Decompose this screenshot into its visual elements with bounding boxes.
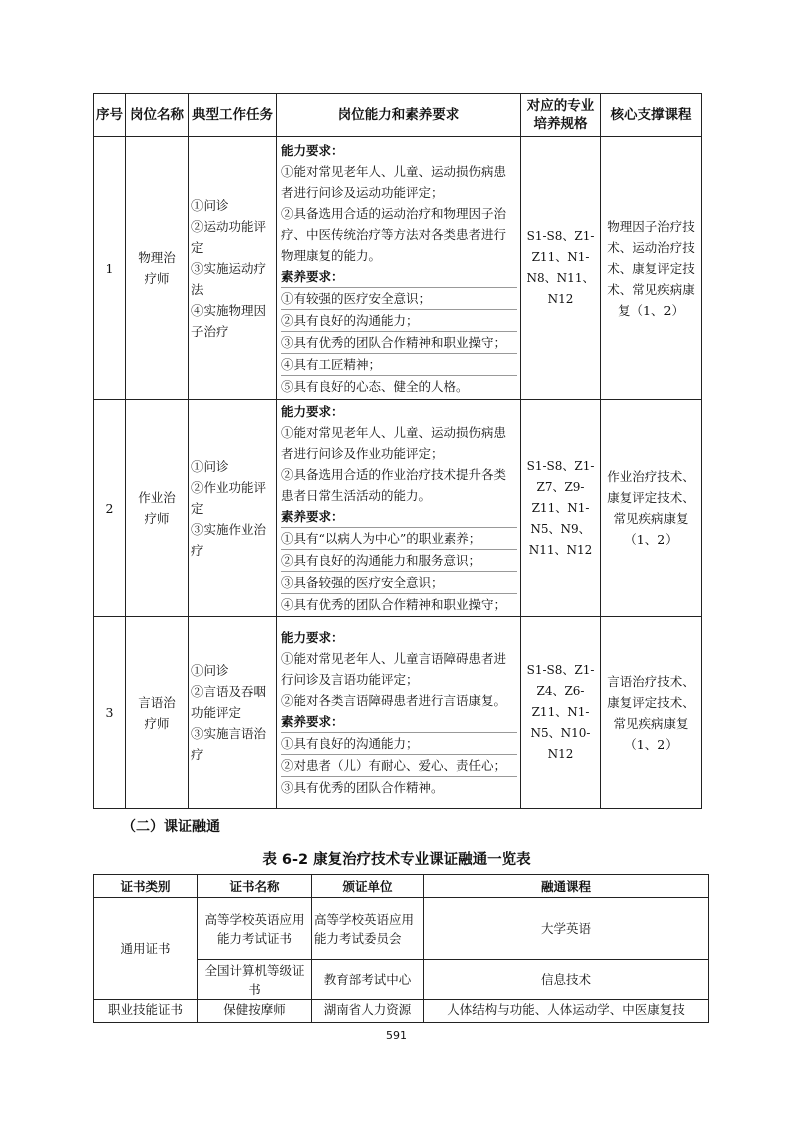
cert-course: 信息技术	[424, 960, 709, 1000]
page-number: 591	[386, 1029, 407, 1042]
quality-item: ②具有良好的沟通能力；	[281, 309, 517, 331]
courses-text: 物理因子治疗技术、运动治疗技术、康复评定技术、常见疾病康复（1、2）	[607, 218, 695, 318]
issuer-text: 高等学校英语应用能力考试委员会	[314, 911, 415, 946]
header-abilities: 岗位能力和素养要求	[277, 94, 521, 137]
quality-item: ③具有优秀的团队合作精神和职业操守；	[281, 331, 517, 353]
row-tasks	[189, 617, 277, 809]
task-item: ①问诊	[191, 458, 229, 474]
ability-item: ②具备选用合适的运动治疗和物理因子治疗、中医传统治疗等方法对各类患者进行物理康复的能力。	[281, 205, 507, 263]
quality-item: ④具有工匠精神；	[281, 353, 517, 375]
table-row	[94, 898, 709, 960]
ability-title: 能力要求：	[281, 404, 344, 419]
cert-issuer	[312, 898, 424, 960]
courses-text: 作业治疗技术、康复评定技术、常见疾病康复（1、2）	[607, 469, 695, 547]
header-category: 证书类别	[94, 875, 198, 898]
position-text: 言语治疗师	[138, 694, 176, 731]
row-position	[126, 400, 189, 617]
row-abilities	[277, 617, 521, 809]
courses-text: 言语治疗技术、康复评定技术、常见疾病康复（1、2）	[607, 673, 695, 752]
task-item: ③实施作业治疗	[191, 521, 267, 558]
row-courses	[601, 137, 702, 400]
header-tasks: 典型工作任务	[189, 94, 277, 137]
ability-item: ①能对常见老年人、儿童、运动损伤病患者进行问诊及作业功能评定；	[281, 425, 507, 461]
certificate-table	[93, 874, 709, 1023]
row-num: 3	[94, 617, 126, 809]
row-specs	[521, 617, 601, 809]
header-specs: 对应的专业培养规格	[521, 94, 601, 137]
cert-course: 大学英语	[424, 898, 709, 960]
row-courses	[601, 617, 702, 809]
cert-issuer: 湖南省人力资源	[312, 1000, 424, 1023]
cert-category: 通用证书	[94, 898, 198, 1000]
table-header-row	[94, 94, 702, 137]
task-item: ②运动功能评定	[191, 218, 267, 255]
table-caption: 表 6-2 康复治疗技术专业课证融通一览表	[262, 852, 531, 868]
ability-item: ①能对常见老年人、儿童、运动损伤病患者进行问诊及运动功能评定；	[281, 163, 507, 200]
table-header-row	[94, 875, 709, 898]
specs-text: S1-S8、Z1-Z4、Z6-Z11、N1-N5、N10-N12	[526, 663, 595, 761]
cert-name	[198, 960, 312, 1000]
header-issuer: 颁证单位	[312, 875, 424, 898]
quality-item: ④具有优秀的团队合作精神和职业操守；	[281, 593, 517, 615]
row-tasks	[189, 137, 277, 400]
quality-item: ①具有“以病人为中心”的职业素养；	[281, 527, 517, 549]
row-num: 2	[94, 400, 126, 617]
row-num: 1	[94, 137, 126, 400]
row-specs	[521, 137, 601, 400]
task-item: ③实施言语治疗	[191, 726, 267, 762]
header-num: 序号	[94, 94, 126, 137]
ability-item: ①能对常见老年人、儿童言语障碍患者进行问诊及言语功能评定；	[281, 651, 507, 687]
header-courses: 核心支撑课程	[601, 94, 702, 137]
row-position	[126, 617, 189, 809]
row-abilities	[277, 400, 521, 617]
table-row	[94, 1000, 709, 1023]
quality-item: ⑤具有良好的心态、健全的人格。	[281, 375, 517, 397]
quality-item: ①有较强的医疗安全意识；	[281, 287, 517, 309]
task-item: ②言语及吞咽功能评定	[191, 684, 267, 720]
section-heading: （二）课证融通	[122, 819, 220, 835]
cert-name-text: 全国计算机等级证书	[204, 962, 305, 997]
task-item: ④实施物理因子治疗	[191, 302, 267, 339]
job-ability-table	[93, 93, 702, 809]
cert-issuer: 教育部考试中心	[312, 960, 424, 1000]
header-course: 融通课程	[424, 875, 709, 898]
quality-item: ①具有良好的沟通能力；	[281, 732, 517, 754]
quality-title: 素养要求：	[281, 714, 344, 729]
task-item: ①问诊	[191, 663, 229, 678]
position-text: 作业治疗师	[138, 490, 176, 526]
row-position	[126, 137, 189, 400]
ability-item: ②能对各类言语障碍患者进行言语康复。	[281, 693, 507, 708]
quality-item: ②对患者（儿）有耐心、爱心、责任心；	[281, 754, 517, 776]
task-item: ①问诊	[191, 197, 229, 213]
header-position: 岗位名称	[126, 94, 189, 137]
quality-item: ②具有良好的沟通能力和服务意识；	[281, 549, 517, 571]
task-item: ③实施运动疗法	[191, 260, 267, 297]
ability-item: ②具备选用合适的作业治疗技术提升各类患者日常生活活动的能力。	[281, 467, 507, 503]
ability-title: 能力要求：	[281, 630, 344, 645]
table-row	[94, 137, 702, 400]
row-courses	[601, 400, 702, 617]
position-text: 物理治疗师	[138, 250, 176, 286]
specs-text: S1-S8、Z1-Z7、Z9-Z11、N1-N5、N9、N11、N12	[526, 458, 595, 557]
cert-name-text: 高等学校英语应用能力考试证书	[204, 911, 305, 946]
table-row	[94, 617, 702, 809]
specs-text: S1-S8、Z1-Z11、N1-N8、N11、N12	[526, 229, 595, 306]
table-row	[94, 400, 702, 617]
task-item: ②作业功能评定	[191, 479, 267, 516]
row-abilities	[277, 137, 521, 400]
cert-name	[198, 898, 312, 960]
cert-course: 人体结构与功能、人体运动学、中医康复技	[424, 1000, 709, 1023]
ability-title: 能力要求：	[281, 142, 344, 158]
quality-title: 素养要求：	[281, 509, 344, 524]
header-cert-name: 证书名称	[198, 875, 312, 898]
quality-item: ③具有优秀的团队合作精神。	[281, 776, 517, 798]
cert-category: 职业技能证书	[94, 1000, 198, 1023]
cert-name: 保健按摩师	[198, 1000, 312, 1023]
quality-item: ③具备较强的医疗安全意识；	[281, 571, 517, 593]
quality-title: 素养要求：	[281, 268, 344, 284]
row-specs	[521, 400, 601, 617]
row-tasks	[189, 400, 277, 617]
